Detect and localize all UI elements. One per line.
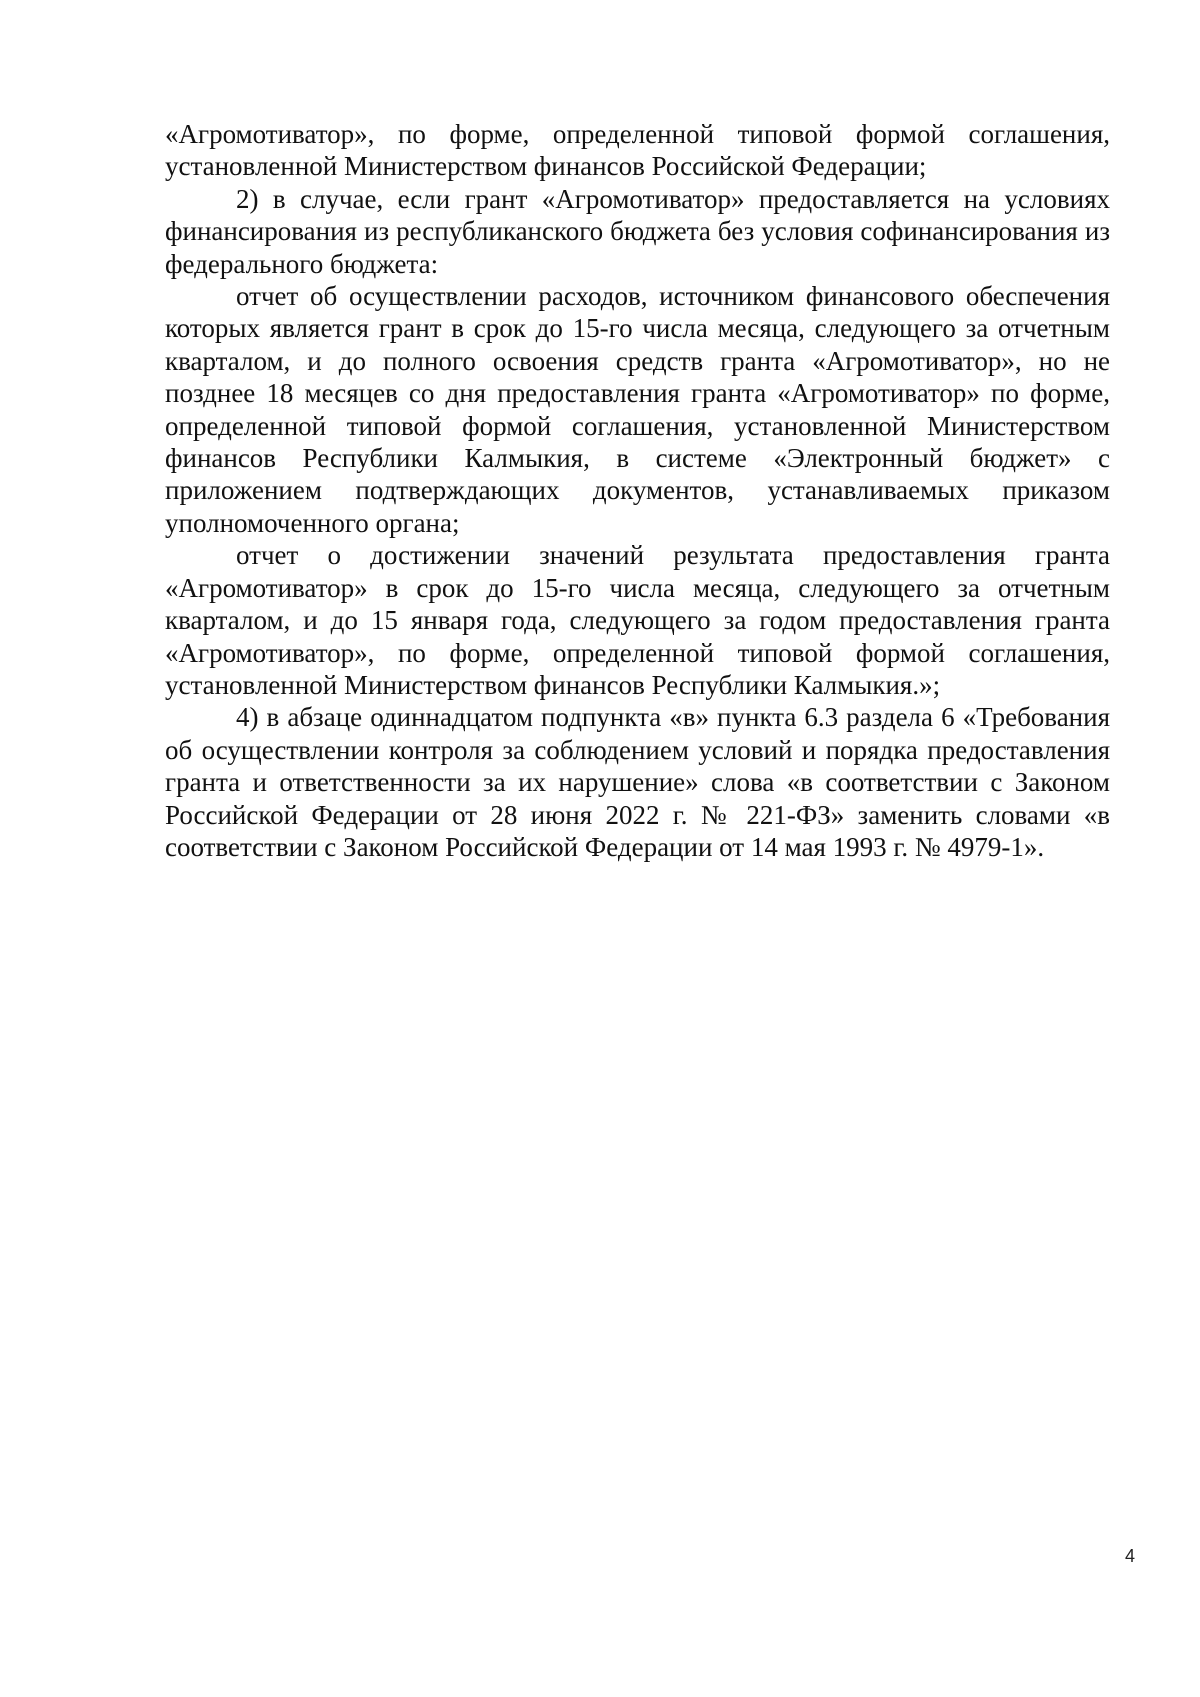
paragraph-expense-report: отчет об осуществлении расходов, источником финансового обеспечения которых является грант в срок до 15-го числа месяца, следующего за отчетным кварталом, и до полного освоения средств гранта «Агромотиватор», но не позднее 18 месяцев со дня предоставления гранта «Агромотиватор» по форме, определенной типовой формой соглашения, установленной Министерством финансов Республики Калмыкия, в системе «Электронный бюджет» с приложением подтверждающих документов, устанавливаемых приказом уполномоченного органа;	[165, 281, 1110, 538]
paragraph-result-report: отчет о достижении значений результата предоставления гранта «Агромотиватор» в срок до 15-го числа месяца, следующего за отчетным кварталом, и до 15 января года, следующего за годом предоставления гранта «Агромотиватор», по форме, определенной типовой формой соглашения, установленной Министерством финансов Республики Калмыкия.»;	[165, 540, 1110, 700]
paragraph-item-2: 2) в случае, если грант «Агромотиватор» предоставляется на условиях финансирования из республиканского бюджета без условия софинансирования из федерального бюджета:	[165, 183, 1110, 279]
document-body	[165, 118, 1110, 863]
page-number: 4	[1124, 1546, 1135, 1566]
paragraph-continuation: «Агромотиватор», по форме, определенной типовой формой соглашения, установленной Министерством финансов Российской Федерации;	[165, 119, 1110, 182]
paragraph-item-4: 4) в абзаце одиннадцатом подпункта «в» пункта 6.3 раздела 6 «Требования об осуществлении контроля за соблюдением условий и порядка предоставления гранта и ответственности за их нарушение» слова «в соответствии с Законом Российской Федерации от 28 июня 2022 г. № 221-ФЗ» заменить словами «в соответствии с Законом Российской Федерации от 14 мая 1993 г. № 4979-1».	[165, 702, 1110, 862]
